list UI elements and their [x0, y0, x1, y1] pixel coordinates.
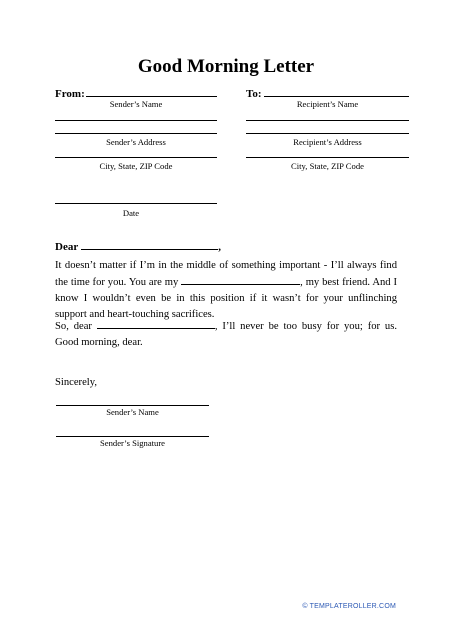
body-p2-text-a: So, dear	[55, 321, 97, 332]
body-p1-text-b: , my best friend. And I know I wouldn’t even be in this position if it wasn’t for your unflinching support and heart-touching sacrifices.	[55, 277, 397, 320]
signature-name-line[interactable]	[56, 405, 209, 406]
from-name-line[interactable]	[86, 96, 217, 97]
to-name-line[interactable]	[264, 96, 409, 97]
to-address-line-2[interactable]	[246, 133, 409, 134]
body-p1-text-a: It doesn’t matter if I’m in the middle of something important - I’ll always find the time for you. You are my	[55, 260, 397, 288]
to-city-caption: City, State, ZIP Code	[291, 161, 364, 171]
date-line[interactable]	[55, 203, 217, 204]
from-label: From:	[55, 88, 85, 100]
to-address-line-1[interactable]	[246, 120, 409, 121]
body-paragraph-1	[55, 258, 397, 323]
salutation-word: Dear	[55, 241, 79, 253]
from-address-line-2[interactable]	[55, 133, 217, 134]
from-address-caption: Sender’s Address	[106, 137, 166, 147]
to-city-line[interactable]	[246, 157, 409, 158]
to-address-caption: Recipient’s Address	[293, 137, 362, 147]
from-address-line-1[interactable]	[55, 120, 217, 121]
closing: Sincerely,	[55, 377, 97, 388]
body-paragraph-2	[55, 318, 397, 351]
to-label: To:	[246, 88, 262, 100]
from-city-caption: City, State, ZIP Code	[99, 161, 173, 171]
salutation-comma: ,	[218, 241, 221, 253]
signature-caption: Sender’s Signature	[100, 438, 165, 448]
copyright-icon: ©	[302, 603, 308, 610]
signature-line[interactable]	[56, 436, 209, 437]
from-city-line[interactable]	[55, 157, 217, 158]
footer-brand-text: TEMPLATEROLLER.COM	[309, 603, 396, 610]
dear-name-blank[interactable]	[97, 318, 215, 329]
to-name-caption: Recipient’s Name	[296, 99, 359, 109]
footer-brand[interactable]	[302, 603, 396, 610]
document-title: Good Morning Letter	[137, 56, 315, 77]
recipient-blank[interactable]	[81, 238, 218, 250]
signature-name-caption: Sender’s Name	[106, 407, 159, 417]
nickname-blank[interactable]	[181, 274, 300, 285]
salutation	[55, 238, 221, 254]
from-name-caption: Sender’s Name	[109, 99, 163, 109]
body-p2-text-b: , I’ll never be too busy for you; for us. Good morning, dear.	[55, 321, 397, 348]
date-caption: Date	[122, 208, 140, 218]
